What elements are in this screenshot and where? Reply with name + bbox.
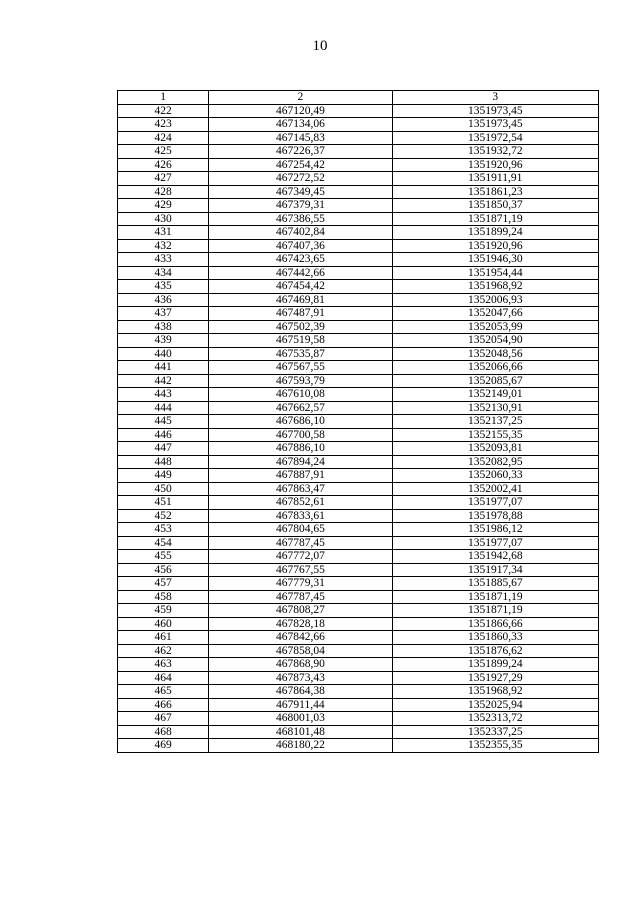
point-number-cell: 439 [118, 334, 209, 348]
y-coordinate-cell: 1351871,19 [392, 590, 598, 604]
y-coordinate-cell: 1351932,72 [392, 145, 598, 159]
y-coordinate-cell: 1351973,45 [392, 104, 598, 118]
x-coordinate-cell: 468101,48 [209, 725, 392, 739]
table-row [118, 644, 599, 658]
y-coordinate-cell: 1351986,12 [392, 523, 598, 537]
table-row [118, 239, 599, 253]
y-coordinate-cell: 1351899,24 [392, 658, 598, 672]
point-number-cell: 451 [118, 496, 209, 510]
table-row [118, 226, 599, 240]
table-row [118, 604, 599, 618]
table-row [118, 185, 599, 199]
x-coordinate-cell: 467911,44 [209, 698, 392, 712]
x-coordinate-cell: 467502,39 [209, 320, 392, 334]
point-number-cell: 443 [118, 388, 209, 402]
x-coordinate-cell: 467894,24 [209, 455, 392, 469]
point-number-cell: 432 [118, 239, 209, 253]
x-coordinate-cell: 467864,38 [209, 685, 392, 699]
point-number-cell: 423 [118, 118, 209, 132]
x-coordinate-cell: 467272,52 [209, 172, 392, 186]
table-row [118, 131, 599, 145]
point-number-cell: 441 [118, 361, 209, 375]
table-row [118, 509, 599, 523]
table-row [118, 293, 599, 307]
x-coordinate-cell: 467407,36 [209, 239, 392, 253]
x-coordinate-cell: 467767,55 [209, 563, 392, 577]
table-row [118, 266, 599, 280]
point-number-cell: 450 [118, 482, 209, 496]
x-coordinate-cell: 467804,65 [209, 523, 392, 537]
point-number-cell: 461 [118, 631, 209, 645]
table-row [118, 442, 599, 456]
x-coordinate-cell: 467442,66 [209, 266, 392, 280]
table-row [118, 212, 599, 226]
y-coordinate-cell: 1351977,07 [392, 496, 598, 510]
table-row [118, 563, 599, 577]
y-coordinate-cell: 1352060,33 [392, 469, 598, 483]
x-coordinate-cell: 467519,58 [209, 334, 392, 348]
table-row [118, 145, 599, 159]
point-number-cell: 425 [118, 145, 209, 159]
y-coordinate-cell: 1351866,66 [392, 617, 598, 631]
table-row [118, 280, 599, 294]
x-coordinate-cell: 467379,31 [209, 199, 392, 213]
point-number-cell: 435 [118, 280, 209, 294]
y-coordinate-cell: 1351871,19 [392, 212, 598, 226]
table-row [118, 401, 599, 415]
y-coordinate-cell: 1352054,90 [392, 334, 598, 348]
table-row [118, 388, 599, 402]
table-row [118, 158, 599, 172]
y-coordinate-cell: 1351942,68 [392, 550, 598, 564]
coordinates-table [117, 90, 599, 753]
x-coordinate-cell: 467828,18 [209, 617, 392, 631]
y-coordinate-cell: 1351899,24 [392, 226, 598, 240]
point-number-cell: 468 [118, 725, 209, 739]
x-coordinate-cell: 467863,47 [209, 482, 392, 496]
x-coordinate-cell: 467779,31 [209, 577, 392, 591]
table-row [118, 455, 599, 469]
y-coordinate-cell: 1351977,07 [392, 536, 598, 550]
point-number-cell: 428 [118, 185, 209, 199]
point-number-cell: 436 [118, 293, 209, 307]
table-row [118, 685, 599, 699]
x-coordinate-cell: 467454,42 [209, 280, 392, 294]
point-number-cell: 467 [118, 712, 209, 726]
point-number-cell: 446 [118, 428, 209, 442]
y-coordinate-cell: 1352085,67 [392, 374, 598, 388]
y-coordinate-cell: 1352002,41 [392, 482, 598, 496]
point-number-cell: 465 [118, 685, 209, 699]
x-coordinate-cell: 467868,90 [209, 658, 392, 672]
table-row [118, 307, 599, 321]
table-row [118, 617, 599, 631]
x-coordinate-cell: 467686,10 [209, 415, 392, 429]
y-coordinate-cell: 1352313,72 [392, 712, 598, 726]
table-row [118, 658, 599, 672]
table-row [118, 118, 599, 132]
x-coordinate-cell: 467593,79 [209, 374, 392, 388]
point-number-cell: 434 [118, 266, 209, 280]
x-coordinate-cell: 467469,81 [209, 293, 392, 307]
y-coordinate-cell: 1352048,56 [392, 347, 598, 361]
x-coordinate-cell: 467386,55 [209, 212, 392, 226]
y-coordinate-cell: 1351876,62 [392, 644, 598, 658]
y-coordinate-cell: 1352149,01 [392, 388, 598, 402]
x-coordinate-cell: 467423,65 [209, 253, 392, 267]
table-row [118, 698, 599, 712]
x-coordinate-cell: 467887,91 [209, 469, 392, 483]
table-row [118, 199, 599, 213]
x-coordinate-cell: 467254,42 [209, 158, 392, 172]
x-coordinate-cell: 467145,83 [209, 131, 392, 145]
table-row [118, 577, 599, 591]
table-row [118, 374, 599, 388]
point-number-cell: 455 [118, 550, 209, 564]
point-number-cell: 460 [118, 617, 209, 631]
y-coordinate-cell: 1351861,23 [392, 185, 598, 199]
x-coordinate-cell: 467772,07 [209, 550, 392, 564]
table-row [118, 415, 599, 429]
y-coordinate-cell: 1351954,44 [392, 266, 598, 280]
y-coordinate-cell: 1352025,94 [392, 698, 598, 712]
x-coordinate-cell: 467787,45 [209, 590, 392, 604]
x-coordinate-cell: 467610,08 [209, 388, 392, 402]
y-coordinate-cell: 1352006,93 [392, 293, 598, 307]
point-number-cell: 445 [118, 415, 209, 429]
point-number-cell: 431 [118, 226, 209, 240]
header-cell-y: 3 [392, 91, 598, 105]
x-coordinate-cell: 467349,45 [209, 185, 392, 199]
x-coordinate-cell: 467700,58 [209, 428, 392, 442]
header-cell-point-number: 1 [118, 91, 209, 105]
x-coordinate-cell: 467402,84 [209, 226, 392, 240]
point-number-cell: 444 [118, 401, 209, 415]
table-row [118, 482, 599, 496]
point-number-cell: 442 [118, 374, 209, 388]
point-number-cell: 466 [118, 698, 209, 712]
point-number-cell: 429 [118, 199, 209, 213]
table-row [118, 253, 599, 267]
y-coordinate-cell: 1352066,66 [392, 361, 598, 375]
table-row [118, 523, 599, 537]
y-coordinate-cell: 1352337,25 [392, 725, 598, 739]
table-row [118, 725, 599, 739]
table-row [118, 172, 599, 186]
x-coordinate-cell: 467808,27 [209, 604, 392, 618]
table-row [118, 334, 599, 348]
y-coordinate-cell: 1351972,54 [392, 131, 598, 145]
point-number-cell: 437 [118, 307, 209, 321]
point-number-cell: 427 [118, 172, 209, 186]
table-header-row [118, 91, 599, 105]
table-row [118, 536, 599, 550]
y-coordinate-cell: 1351968,92 [392, 280, 598, 294]
table-row [118, 347, 599, 361]
page-number: 10 [312, 38, 328, 54]
x-coordinate-cell: 467873,43 [209, 671, 392, 685]
x-coordinate-cell: 467886,10 [209, 442, 392, 456]
x-coordinate-cell: 467487,91 [209, 307, 392, 321]
y-coordinate-cell: 1351871,19 [392, 604, 598, 618]
x-coordinate-cell: 468001,03 [209, 712, 392, 726]
y-coordinate-cell: 1352053,99 [392, 320, 598, 334]
point-number-cell: 438 [118, 320, 209, 334]
point-number-cell: 440 [118, 347, 209, 361]
y-coordinate-cell: 1351885,67 [392, 577, 598, 591]
y-coordinate-cell: 1351917,34 [392, 563, 598, 577]
point-number-cell: 463 [118, 658, 209, 672]
table-row [118, 496, 599, 510]
y-coordinate-cell: 1352130,91 [392, 401, 598, 415]
x-coordinate-cell: 467842,66 [209, 631, 392, 645]
point-number-cell: 452 [118, 509, 209, 523]
table-row [118, 361, 599, 375]
y-coordinate-cell: 1352047,66 [392, 307, 598, 321]
table-row [118, 428, 599, 442]
y-coordinate-cell: 1351968,92 [392, 685, 598, 699]
table-row [118, 320, 599, 334]
point-number-cell: 469 [118, 739, 209, 753]
x-coordinate-cell: 468180,22 [209, 739, 392, 753]
point-number-cell: 448 [118, 455, 209, 469]
point-number-cell: 426 [118, 158, 209, 172]
point-number-cell: 433 [118, 253, 209, 267]
header-cell-x: 2 [209, 91, 392, 105]
point-number-cell: 454 [118, 536, 209, 550]
x-coordinate-cell: 467662,57 [209, 401, 392, 415]
x-coordinate-cell: 467858,04 [209, 644, 392, 658]
y-coordinate-cell: 1351911,91 [392, 172, 598, 186]
x-coordinate-cell: 467787,45 [209, 536, 392, 550]
table-row [118, 712, 599, 726]
point-number-cell: 457 [118, 577, 209, 591]
table-row [118, 671, 599, 685]
y-coordinate-cell: 1352093,81 [392, 442, 598, 456]
x-coordinate-cell: 467567,55 [209, 361, 392, 375]
table-body [118, 104, 599, 752]
y-coordinate-cell: 1351927,29 [392, 671, 598, 685]
point-number-cell: 464 [118, 671, 209, 685]
y-coordinate-cell: 1351920,96 [392, 158, 598, 172]
x-coordinate-cell: 467852,61 [209, 496, 392, 510]
point-number-cell: 449 [118, 469, 209, 483]
table-row [118, 550, 599, 564]
point-number-cell: 453 [118, 523, 209, 537]
point-number-cell: 424 [118, 131, 209, 145]
point-number-cell: 447 [118, 442, 209, 456]
table-row [118, 104, 599, 118]
y-coordinate-cell: 1351920,96 [392, 239, 598, 253]
y-coordinate-cell: 1352155,35 [392, 428, 598, 442]
y-coordinate-cell: 1352137,25 [392, 415, 598, 429]
y-coordinate-cell: 1351978,88 [392, 509, 598, 523]
table-row [118, 590, 599, 604]
y-coordinate-cell: 1351946,30 [392, 253, 598, 267]
x-coordinate-cell: 467134,06 [209, 118, 392, 132]
y-coordinate-cell: 1351973,45 [392, 118, 598, 132]
table-row [118, 469, 599, 483]
x-coordinate-cell: 467535,87 [209, 347, 392, 361]
point-number-cell: 458 [118, 590, 209, 604]
x-coordinate-cell: 467833,61 [209, 509, 392, 523]
table-row [118, 739, 599, 753]
point-number-cell: 422 [118, 104, 209, 118]
y-coordinate-cell: 1352355,35 [392, 739, 598, 753]
y-coordinate-cell: 1351850,37 [392, 199, 598, 213]
y-coordinate-cell: 1351860,33 [392, 631, 598, 645]
point-number-cell: 456 [118, 563, 209, 577]
x-coordinate-cell: 467226,37 [209, 145, 392, 159]
point-number-cell: 459 [118, 604, 209, 618]
x-coordinate-cell: 467120,49 [209, 104, 392, 118]
point-number-cell: 430 [118, 212, 209, 226]
point-number-cell: 462 [118, 644, 209, 658]
table-row [118, 631, 599, 645]
y-coordinate-cell: 1352082,95 [392, 455, 598, 469]
